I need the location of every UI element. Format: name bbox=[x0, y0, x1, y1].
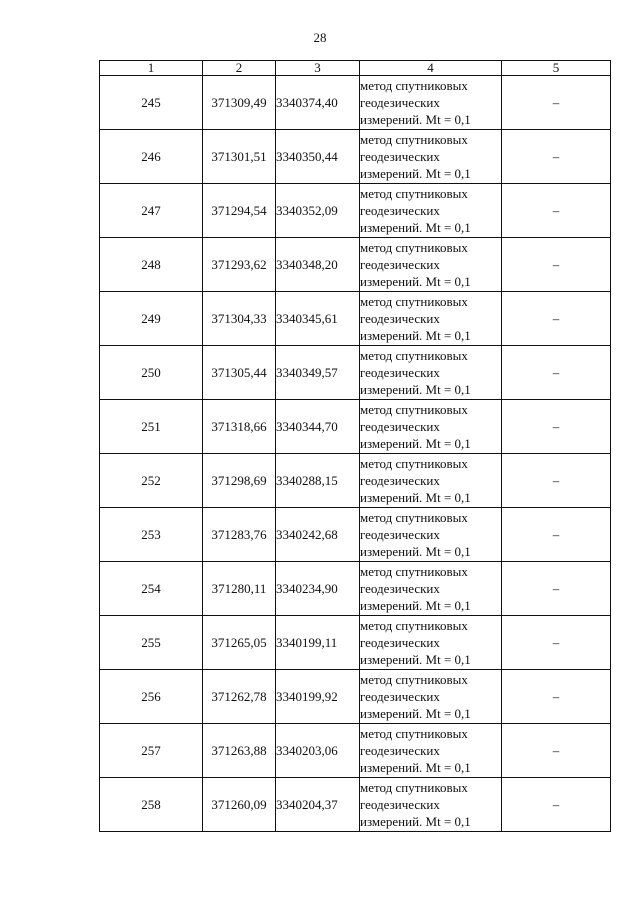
method-text-line: измерений. Mt = 0,1 bbox=[360, 328, 471, 343]
method-cell bbox=[360, 76, 502, 130]
method-text-line: геодезических bbox=[360, 149, 440, 164]
method-cell bbox=[360, 292, 502, 346]
note-cell: – bbox=[502, 616, 611, 670]
point-number-cell: 249 bbox=[100, 292, 203, 346]
note-cell: – bbox=[502, 130, 611, 184]
y-coordinate-cell: 3340234,90 bbox=[276, 562, 360, 616]
method-text-line: метод спутниковых bbox=[360, 132, 468, 147]
method-text-line: измерений. Mt = 0,1 bbox=[360, 544, 471, 559]
point-number-cell: 258 bbox=[100, 778, 203, 832]
point-number-cell: 253 bbox=[100, 508, 203, 562]
method-text-line: метод спутниковых bbox=[360, 240, 468, 255]
method-text-line: геодезических bbox=[360, 365, 440, 380]
x-coordinate-cell: 371305,44 bbox=[203, 346, 276, 400]
method-text-line: измерений. Mt = 0,1 bbox=[360, 814, 471, 829]
method-text-line: метод спутниковых bbox=[360, 564, 468, 579]
method-text-line: измерений. Mt = 0,1 bbox=[360, 274, 471, 289]
method-text-line: геодезических bbox=[360, 203, 440, 218]
method-text-line: измерений. Mt = 0,1 bbox=[360, 166, 471, 181]
x-coordinate-cell: 371293,62 bbox=[203, 238, 276, 292]
x-coordinate-cell: 371309,49 bbox=[203, 76, 276, 130]
y-coordinate-cell: 3340350,44 bbox=[276, 130, 360, 184]
point-number-cell: 252 bbox=[100, 454, 203, 508]
method-text-line: геодезических bbox=[360, 473, 440, 488]
table-row bbox=[100, 724, 611, 778]
method-text-line: метод спутниковых bbox=[360, 726, 468, 741]
table-row bbox=[100, 508, 611, 562]
table-row bbox=[100, 130, 611, 184]
point-number-cell: 251 bbox=[100, 400, 203, 454]
method-text-line: метод спутниковых bbox=[360, 186, 468, 201]
table-row bbox=[100, 400, 611, 454]
method-text-line: метод спутниковых bbox=[360, 510, 468, 525]
table-row bbox=[100, 670, 611, 724]
method-text-line: метод спутниковых bbox=[360, 618, 468, 633]
table-row bbox=[100, 184, 611, 238]
table-body bbox=[100, 76, 611, 832]
method-text-line: метод спутниковых bbox=[360, 672, 468, 687]
table-row bbox=[100, 76, 611, 130]
x-coordinate-cell: 371280,11 bbox=[203, 562, 276, 616]
header-row bbox=[100, 61, 611, 76]
table-row bbox=[100, 562, 611, 616]
note-cell: – bbox=[502, 184, 611, 238]
method-text-line: геодезических bbox=[360, 635, 440, 650]
method-text-line: измерений. Mt = 0,1 bbox=[360, 598, 471, 613]
y-coordinate-cell: 3340199,11 bbox=[276, 616, 360, 670]
method-text-line: геодезических bbox=[360, 797, 440, 812]
point-number-cell: 248 bbox=[100, 238, 203, 292]
note-cell: – bbox=[502, 292, 611, 346]
y-coordinate-cell: 3340348,20 bbox=[276, 238, 360, 292]
y-coordinate-cell: 3340199,92 bbox=[276, 670, 360, 724]
method-cell bbox=[360, 562, 502, 616]
y-coordinate-cell: 3340345,61 bbox=[276, 292, 360, 346]
x-coordinate-cell: 371260,09 bbox=[203, 778, 276, 832]
method-cell bbox=[360, 238, 502, 292]
table-header bbox=[100, 61, 611, 76]
method-text-line: измерений. Mt = 0,1 bbox=[360, 436, 471, 451]
point-number-cell: 256 bbox=[100, 670, 203, 724]
y-coordinate-cell: 3340203,06 bbox=[276, 724, 360, 778]
method-text-line: измерений. Mt = 0,1 bbox=[360, 220, 471, 235]
point-number-cell: 245 bbox=[100, 76, 203, 130]
header-col-3: 3 bbox=[276, 61, 360, 76]
header-col-4: 4 bbox=[360, 61, 502, 76]
note-cell: – bbox=[502, 508, 611, 562]
header-col-2: 2 bbox=[203, 61, 276, 76]
x-coordinate-cell: 371304,33 bbox=[203, 292, 276, 346]
y-coordinate-cell: 3340242,68 bbox=[276, 508, 360, 562]
table-row bbox=[100, 346, 611, 400]
method-cell bbox=[360, 778, 502, 832]
y-coordinate-cell: 3340288,15 bbox=[276, 454, 360, 508]
method-text-line: геодезических bbox=[360, 581, 440, 596]
method-text-line: геодезических bbox=[360, 95, 440, 110]
note-cell: – bbox=[502, 724, 611, 778]
method-text-line: метод спутниковых bbox=[360, 780, 468, 795]
method-text-line: геодезических bbox=[360, 419, 440, 434]
method-cell bbox=[360, 670, 502, 724]
note-cell: – bbox=[502, 400, 611, 454]
x-coordinate-cell: 371301,51 bbox=[203, 130, 276, 184]
method-cell bbox=[360, 346, 502, 400]
note-cell: – bbox=[502, 346, 611, 400]
table-row bbox=[100, 778, 611, 832]
method-text-line: метод спутниковых bbox=[360, 348, 468, 363]
method-cell bbox=[360, 400, 502, 454]
x-coordinate-cell: 371265,05 bbox=[203, 616, 276, 670]
table-row bbox=[100, 292, 611, 346]
note-cell: – bbox=[502, 562, 611, 616]
method-cell bbox=[360, 508, 502, 562]
method-cell bbox=[360, 184, 502, 238]
note-cell: – bbox=[502, 454, 611, 508]
table-row bbox=[100, 238, 611, 292]
y-coordinate-cell: 3340374,40 bbox=[276, 76, 360, 130]
method-text-line: метод спутниковых bbox=[360, 78, 468, 93]
y-coordinate-cell: 3340349,57 bbox=[276, 346, 360, 400]
x-coordinate-cell: 371298,69 bbox=[203, 454, 276, 508]
table-row bbox=[100, 616, 611, 670]
method-cell bbox=[360, 724, 502, 778]
note-cell: – bbox=[502, 238, 611, 292]
method-text-line: измерений. Mt = 0,1 bbox=[360, 706, 471, 721]
method-text-line: метод спутниковых bbox=[360, 456, 468, 471]
point-number-cell: 257 bbox=[100, 724, 203, 778]
method-text-line: измерений. Mt = 0,1 bbox=[360, 382, 471, 397]
y-coordinate-cell: 3340204,37 bbox=[276, 778, 360, 832]
coordinates-table bbox=[99, 60, 611, 832]
page-number: 28 bbox=[313, 30, 327, 45]
header-col-5: 5 bbox=[502, 61, 611, 76]
x-coordinate-cell: 371294,54 bbox=[203, 184, 276, 238]
point-number-cell: 246 bbox=[100, 130, 203, 184]
x-coordinate-cell: 371283,76 bbox=[203, 508, 276, 562]
method-cell bbox=[360, 130, 502, 184]
y-coordinate-cell: 3340344,70 bbox=[276, 400, 360, 454]
header-col-1: 1 bbox=[100, 61, 203, 76]
point-number-cell: 250 bbox=[100, 346, 203, 400]
y-coordinate-cell: 3340352,09 bbox=[276, 184, 360, 238]
method-text-line: геодезических bbox=[360, 743, 440, 758]
method-text-line: геодезических bbox=[360, 689, 440, 704]
method-cell bbox=[360, 454, 502, 508]
method-text-line: измерений. Mt = 0,1 bbox=[360, 760, 471, 775]
method-text-line: измерений. Mt = 0,1 bbox=[360, 112, 471, 127]
method-text-line: геодезических bbox=[360, 257, 440, 272]
x-coordinate-cell: 371318,66 bbox=[203, 400, 276, 454]
note-cell: – bbox=[502, 670, 611, 724]
method-text-line: геодезических bbox=[360, 527, 440, 542]
note-cell: – bbox=[502, 778, 611, 832]
method-cell bbox=[360, 616, 502, 670]
point-number-cell: 254 bbox=[100, 562, 203, 616]
x-coordinate-cell: 371263,88 bbox=[203, 724, 276, 778]
note-cell: – bbox=[502, 76, 611, 130]
point-number-cell: 255 bbox=[100, 616, 203, 670]
method-text-line: метод спутниковых bbox=[360, 294, 468, 309]
method-text-line: геодезических bbox=[360, 311, 440, 326]
method-text-line: измерений. Mt = 0,1 bbox=[360, 652, 471, 667]
method-text-line: измерений. Mt = 0,1 bbox=[360, 490, 471, 505]
x-coordinate-cell: 371262,78 bbox=[203, 670, 276, 724]
table-row bbox=[100, 454, 611, 508]
method-text-line: метод спутниковых bbox=[360, 402, 468, 417]
point-number-cell: 247 bbox=[100, 184, 203, 238]
